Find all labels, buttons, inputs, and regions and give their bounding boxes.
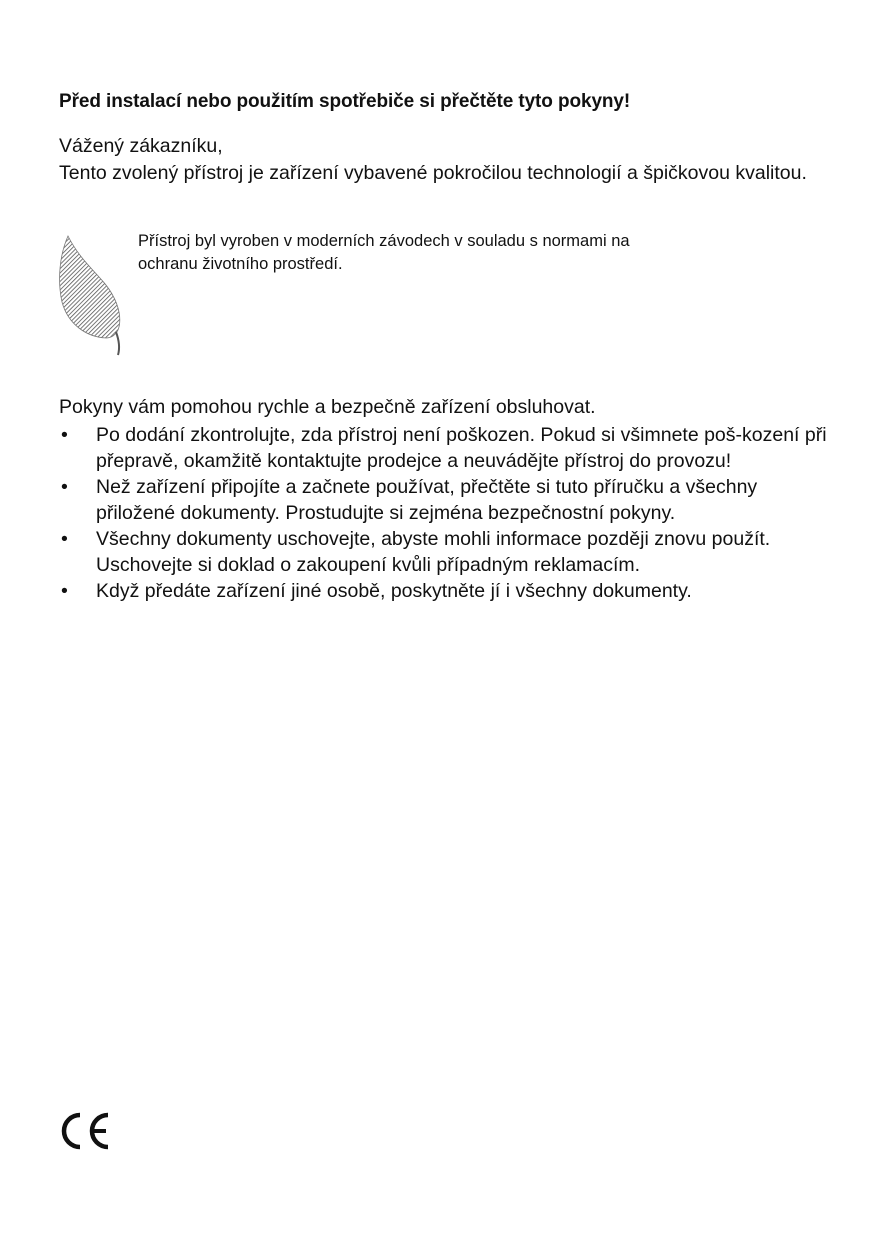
bullet-icon: •	[61, 528, 68, 550]
list-item-text: Po dodání zkontrolujte, zda přístroj není poškozen. Pokud si všimnete poš-kození při přepravě, okamžitě kontaktujte prodejce a neuvádějte přístroj do provozu!	[96, 424, 827, 472]
list-item	[59, 526, 829, 578]
greeting-text: Vážený zákazníku,	[59, 135, 223, 157]
intro-paragraph: Tento zvolený přístroj je zařízení vybavené pokročilou technologií a špičkovou kvalitou.	[59, 162, 807, 184]
bullet-icon: •	[61, 476, 68, 498]
leaf-icon	[56, 234, 126, 356]
list-item-text: Než zařízení připojíte a začnete používat, přečtěte si tuto příručku a všechny přiložené dokumenty. Prostudujte si zejména bezpečnostní pokyny.	[96, 476, 758, 524]
list-item-text: Když předáte zařízení jiné osobě, poskytněte jí i všechny dokumenty.	[96, 580, 692, 602]
instructions-list	[59, 422, 829, 604]
list-item	[59, 474, 829, 526]
eco-note: Přístroj byl vyroben v moderních závodech v souladu s normami na ochranu životního prostředí.	[138, 232, 630, 273]
bullet-icon: •	[61, 424, 68, 446]
list-item	[59, 422, 829, 474]
page-heading: Před instalací nebo použitím spotřebiče si přečtěte tyto pokyny!	[59, 91, 631, 112]
list-item-text: Všechny dokumenty uschovejte, abyste mohli informace později znovu použít. Uschovejte si doklad o zakoupení kvůli případným reklamacím.	[96, 528, 771, 576]
instructions-intro: Pokyny vám pomohou rychle a bezpečně zařízení obsluhovat.	[59, 396, 596, 418]
list-item	[59, 578, 829, 604]
ce-mark-icon	[58, 1110, 112, 1152]
bullet-icon: •	[61, 580, 68, 602]
